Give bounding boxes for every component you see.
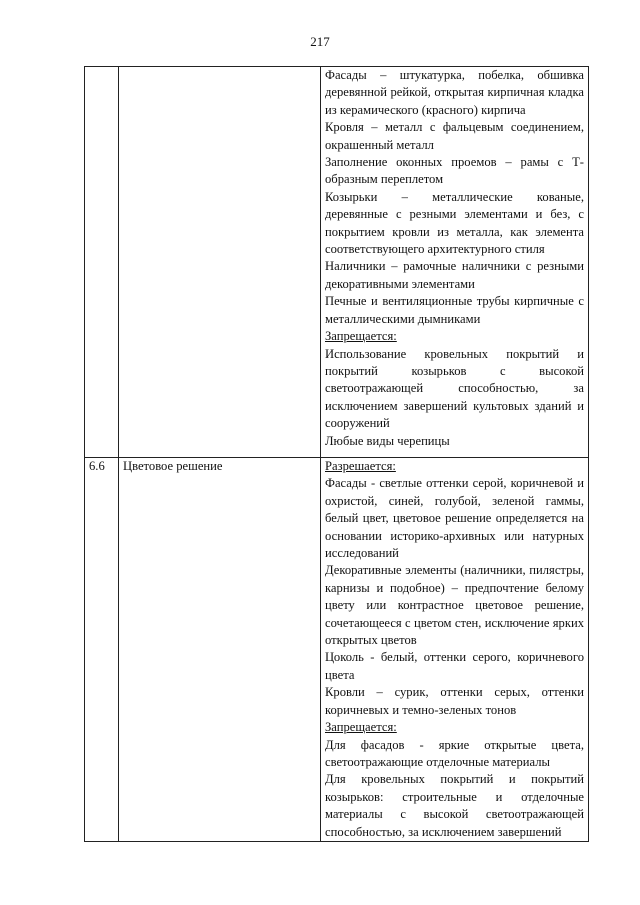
requirement-text: Наличники – рамочные наличники с резными декоративными элементами — [325, 259, 584, 291]
requirement-text: Козырьки – металлические кованые, деревянные с резными элементами и без, с покрытием кровли из металла, как элемента соответствующего архитектурного стиля — [325, 189, 584, 257]
requirement-text: Заполнение оконных проемов – рамы с Т- образным переплетом — [325, 155, 584, 187]
prohibited-heading: Запрещается: — [325, 720, 397, 735]
requirement-text: Фасады - светлые оттенки серой, коричневой и охристой, синей, голубой, зеленой гаммы, белый цвет, цветовое решение определяется на основании историко-архивных или натурных исследований — [325, 476, 584, 561]
requirement-text: Кровли – сурик, оттенки серых, оттенки коричневых и темно-зеленых тонов — [325, 685, 584, 717]
table-row — [85, 67, 589, 458]
requirement-text: Кровля – металл с фальцевым соединением, окрашенный металл — [325, 120, 584, 152]
requirement-text: Для кровельных покрытий и покрытий козырьков: строительные и отделочные материалы с высокой светоотражающей способностью, за исключением завершений — [325, 772, 584, 839]
row-number-cell — [85, 67, 119, 458]
requirement-text: Фасады – штукатурка, побелка, обшивка деревянной рейкой, открытая кирпичная кладка из керамического (красного) кирпича — [325, 68, 584, 117]
requirement-text: Любые виды черепицы — [325, 433, 450, 448]
element-name-cell: Цветовое решение — [119, 458, 321, 842]
element-name-cell — [119, 67, 321, 458]
requirement-text: Для фасадов - яркие открытые цвета, светоотражающие отделочные материалы — [325, 737, 584, 769]
requirements-cell — [321, 67, 589, 458]
row-number-cell: 6.6 — [85, 458, 119, 842]
requirement-text: Декоративные элементы (наличники, пилястры, карнизы и подобное) – предпочтение белому цвету или контрастное цветовое решение, сочетающееся с цветом стен, исключение ярких открытых цветов — [325, 563, 584, 648]
prohibited-heading: Запрещается: — [325, 329, 397, 344]
requirement-text: Печные и вентиляционные трубы кирпичные с металлическими дымниками — [325, 294, 584, 326]
allowed-heading: Разрешается: — [325, 459, 396, 473]
regulations-table — [84, 66, 589, 842]
table-row — [85, 458, 589, 842]
requirement-text: Использование кровельных покрытий и покрытий козырьков с высокой светоотражающей способностью, за исключением завершений культовых зданий и сооружений — [325, 346, 584, 431]
page-number: 217 — [310, 34, 330, 49]
requirements-cell — [321, 458, 589, 842]
requirement-text: Цоколь - белый, оттенки серого, коричневого цвета — [325, 650, 584, 682]
